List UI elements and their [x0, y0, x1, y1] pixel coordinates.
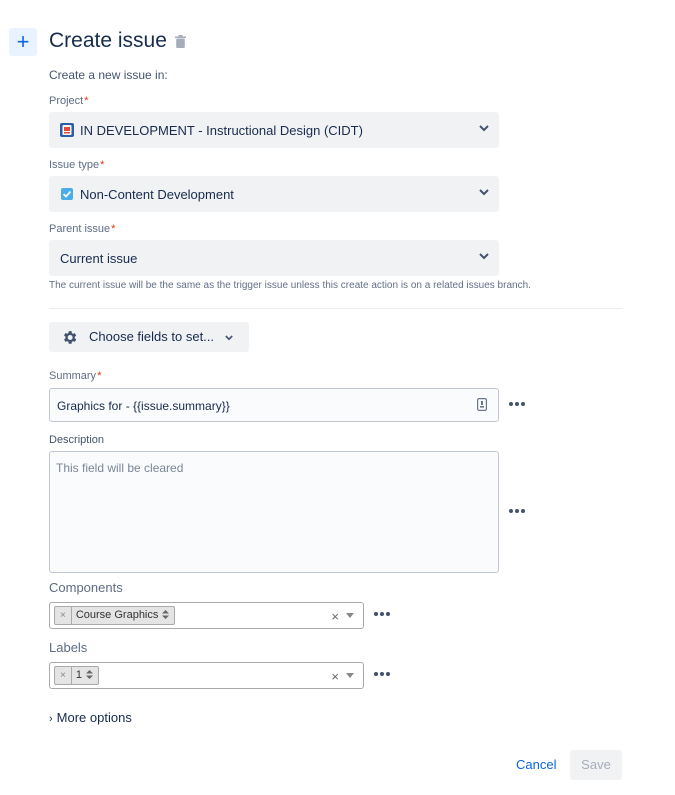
more-options-toggle[interactable]: › More options: [49, 710, 132, 725]
remove-chip-icon[interactable]: ×: [55, 607, 72, 624]
intro-text: Create a new issue in:: [49, 68, 168, 82]
chevron-down-icon: [225, 335, 233, 341]
dropdown-arrow-icon[interactable]: [346, 673, 354, 678]
label-chip[interactable]: × 1: [54, 666, 99, 685]
components-more-icon[interactable]: [374, 612, 392, 618]
parent-issue-value: Current issue: [60, 251, 138, 266]
summary-value: Graphics for - {{issue.summary}}: [57, 399, 230, 413]
dropdown-arrow-icon[interactable]: [346, 613, 354, 618]
labels-more-icon[interactable]: [374, 672, 392, 678]
parent-issue-hint: The current issue will be the same as the trigger issue unless this create action is on a related issues branch.: [49, 280, 531, 291]
labels-label: Labels: [49, 640, 88, 655]
chevron-down-icon: [479, 189, 489, 196]
sort-icon: [86, 670, 93, 679]
choose-fields-button[interactable]: [49, 322, 249, 352]
issue-type-label: Issue type*: [49, 159, 105, 171]
parent-issue-label: Parent issue*: [49, 223, 116, 235]
choose-fields-label: Choose fields to set...: [89, 329, 215, 344]
remove-chip-icon[interactable]: ×: [55, 667, 72, 684]
summary-more-icon[interactable]: [509, 402, 527, 408]
issue-type-value: Non-Content Development: [80, 187, 234, 202]
page-title: Create issue: [49, 29, 167, 52]
issue-type-select[interactable]: [49, 176, 499, 212]
sort-icon: [162, 610, 169, 619]
summary-label: Summary*: [49, 370, 102, 382]
checkbox-task-icon: [61, 188, 73, 200]
chevron-down-icon: [479, 253, 489, 260]
labels-multiselect[interactable]: [49, 662, 364, 689]
trash-icon[interactable]: [175, 35, 186, 48]
clear-icon[interactable]: ×: [331, 669, 339, 684]
components-multiselect[interactable]: [49, 602, 364, 629]
description-placeholder: This field will be cleared: [56, 461, 184, 475]
gear-icon: [61, 329, 78, 346]
component-chip[interactable]: × Course Graphics: [54, 606, 175, 625]
divider: [49, 308, 622, 309]
summary-field[interactable]: [49, 388, 499, 422]
project-avatar-icon: [60, 123, 74, 137]
add-action-button[interactable]: +: [9, 28, 37, 56]
clear-icon[interactable]: ×: [331, 609, 339, 624]
project-label: Project*: [49, 95, 89, 107]
cancel-button[interactable]: Cancel: [516, 757, 557, 772]
smart-value-icon[interactable]: [477, 398, 487, 411]
description-field[interactable]: [49, 451, 499, 573]
chevron-right-icon: ›: [49, 713, 53, 725]
chevron-down-icon: [479, 125, 489, 132]
description-label: Description: [49, 434, 105, 446]
parent-issue-select[interactable]: [49, 240, 499, 276]
save-button[interactable]: Save: [570, 750, 622, 780]
components-label: Components: [49, 580, 123, 595]
project-select[interactable]: [49, 112, 499, 148]
project-value: IN DEVELOPMENT - Instructional Design (CIDT): [80, 123, 363, 138]
description-more-icon[interactable]: [509, 509, 527, 515]
